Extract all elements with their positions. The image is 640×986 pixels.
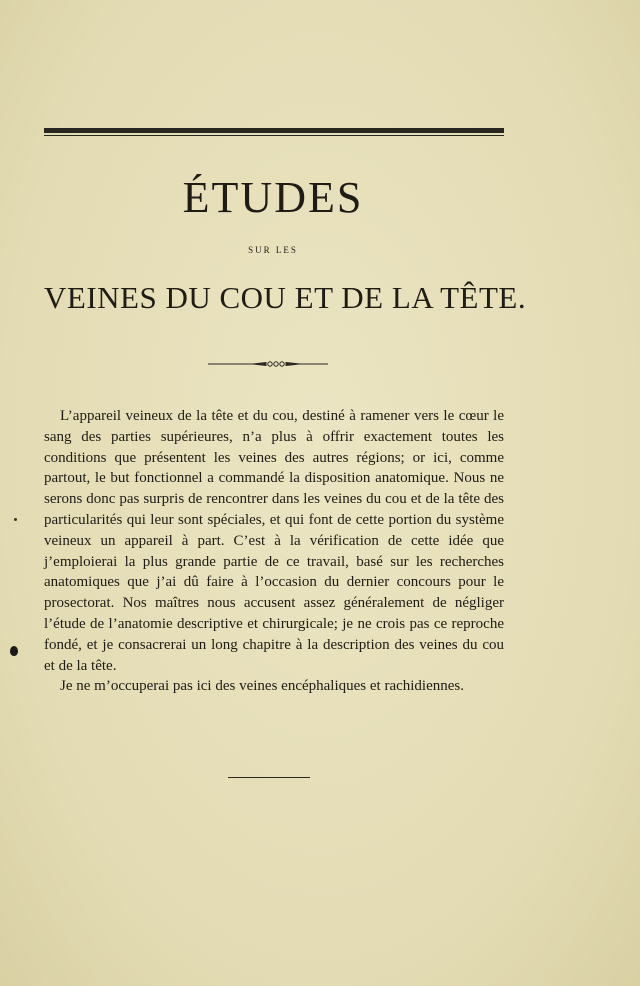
paragraph: L’appareil veineux de la tête et du cou, destiné à ramener vers le cœur le sang des parties supérieures, n’a plus à offrir exactement toutes les conditions que présentent les veines des autres régions; or ici, comme partout, le but fonctionnel a commandé la disposition anatomique. Nous ne serons donc pas surpris de rencontrer dans les veines du cou et de la tête des particularités qui leur sont spéciales, et qui font de cette portion du système veineux un appareil à part. C’est à la vérification de cette idée que j’emploierai la plus grande partie de ce travail, basé sur les recherches anatomiques que j’ai dû faire à l’occasion du dernier concours pour le prosectorat. Nos maîtres nous accusent assez généralement de négliger l’étude de l’anatomie descriptive et chirurgicale; je ne crois pas ce reproche fondé, et je consacrerai un long chapitre à la description des veines du cou et de la tête.: [44, 408, 504, 674]
paragraph: Je ne m’occuperai pas ici des veines encéphaliques et rachidiennes.: [60, 678, 464, 695]
ornament-divider: [208, 358, 328, 370]
ink-blot: [10, 646, 18, 656]
top-double-rule: [44, 128, 504, 136]
body-text: [44, 406, 504, 697]
ink-speck: [14, 518, 17, 521]
section-heading: VEINES DU COU ET DE LA TÊTE.: [44, 280, 527, 315]
bottom-rule: [228, 777, 310, 778]
page-subtitle: SUR LES: [248, 245, 298, 255]
page-title: ÉTUDES: [182, 173, 364, 222]
